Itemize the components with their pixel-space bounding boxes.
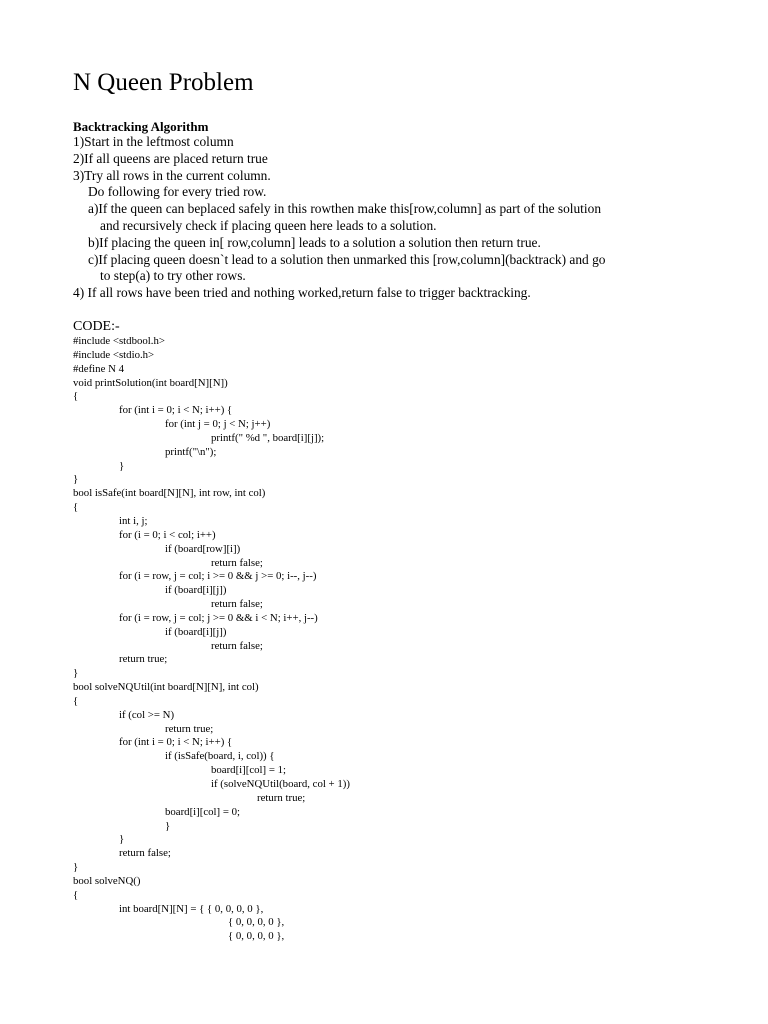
algorithm-step: 2)If all queens are placed return true <box>73 150 268 166</box>
code-line: printf(" %d ", board[i][j]); <box>211 431 325 444</box>
code-line: { 0, 0, 0, 0 }, <box>228 916 285 929</box>
algorithm-step: a)If the queen can beplaced safely in this rowthen make this[row,column] as part of the solution <box>88 201 602 217</box>
code-line: if (board[i][j]) <box>165 584 227 597</box>
code-line: void printSolution(int board[N][N]) <box>73 376 228 389</box>
code-line: int i, j; <box>119 514 148 527</box>
code-line: for (int i = 0; i < N; i++) { <box>119 404 233 417</box>
code-line: return false; <box>211 556 263 569</box>
code-line: } <box>119 459 125 472</box>
algorithm-step: and recursively check if placing queen here leads to a solution. <box>100 217 437 233</box>
code-line: board[i][col] = 0; <box>165 805 241 818</box>
code-line: bool isSafe(int board[N][N], int row, int col) <box>73 487 266 500</box>
code-line: return true; <box>165 722 214 735</box>
code-line: return false; <box>211 598 263 611</box>
code-line: return true; <box>257 791 306 804</box>
code-line: return false; <box>119 847 171 860</box>
code-line: for (i = 0; i < col; i++) <box>119 528 216 541</box>
code-line: bool solveNQ() <box>73 874 141 887</box>
code-line: bool solveNQUtil(int board[N][N], int col) <box>73 681 259 694</box>
code-line: board[i][col] = 1; <box>211 764 287 777</box>
code-line: { <box>73 694 79 707</box>
code-line: printf("\n"); <box>165 445 217 458</box>
code-line: if (solveNQUtil(board, col + 1)) <box>211 778 350 790</box>
code-line: { 0, 0, 0, 0 }, <box>228 930 285 943</box>
code-line: for (i = row, j = col; i >= 0 && j >= 0; i--, j--) <box>119 570 317 583</box>
code-line: } <box>119 833 125 846</box>
code-line: #include <stdio.h> <box>73 348 155 361</box>
code-line: { <box>73 888 79 901</box>
code-label: CODE:- <box>73 319 120 334</box>
algorithm-step: c)If placing queen doesn`t lead to a solution then unmarked this [row,column](backtrack) and go <box>88 251 606 267</box>
section-heading: Backtracking Algorithm <box>73 119 209 134</box>
algorithm-step: 1)Start in the leftmost column <box>73 134 234 149</box>
code-line: } <box>165 819 171 832</box>
code-block <box>73 335 753 944</box>
algorithm-step: Do following for every tried row. <box>88 184 267 200</box>
code-line: #include <stdbool.h> <box>73 335 165 347</box>
code-line: if (board[row][i]) <box>165 542 241 555</box>
algorithm-step: b)If placing the queen in[ row,column] leads to a solution a solution then return true. <box>88 234 541 250</box>
code-line: if (board[i][j]) <box>165 625 227 638</box>
algorithm-steps <box>73 134 753 302</box>
code-line: return true; <box>119 653 168 666</box>
code-line: return false; <box>211 639 263 652</box>
code-line: } <box>73 473 79 486</box>
code-line: { <box>73 390 79 403</box>
code-line: } <box>73 667 79 680</box>
code-line: #define N 4 <box>73 362 124 375</box>
algorithm-step: 3)Try all rows in the current column. <box>73 167 271 183</box>
code-line: } <box>73 861 79 874</box>
algorithm-step: 4) If all rows have been tried and nothing worked,return false to trigger backtracking. <box>73 285 531 301</box>
algorithm-step: to step(a) to try other rows. <box>100 268 246 284</box>
code-line: for (i = row, j = col; j >= 0 && i < N; i++, j--) <box>119 611 318 624</box>
code-line: for (int i = 0; i < N; i++) { <box>119 736 233 749</box>
code-line: for (int j = 0; j < N; j++) <box>165 418 271 431</box>
code-line: { <box>73 501 79 514</box>
code-line: int board[N][N] = { { 0, 0, 0, 0 }, <box>119 902 264 915</box>
document-title: N Queen Problem <box>73 69 254 96</box>
code-line: if (col >= N) <box>119 708 175 721</box>
code-line: if (isSafe(board, i, col)) { <box>165 750 275 763</box>
